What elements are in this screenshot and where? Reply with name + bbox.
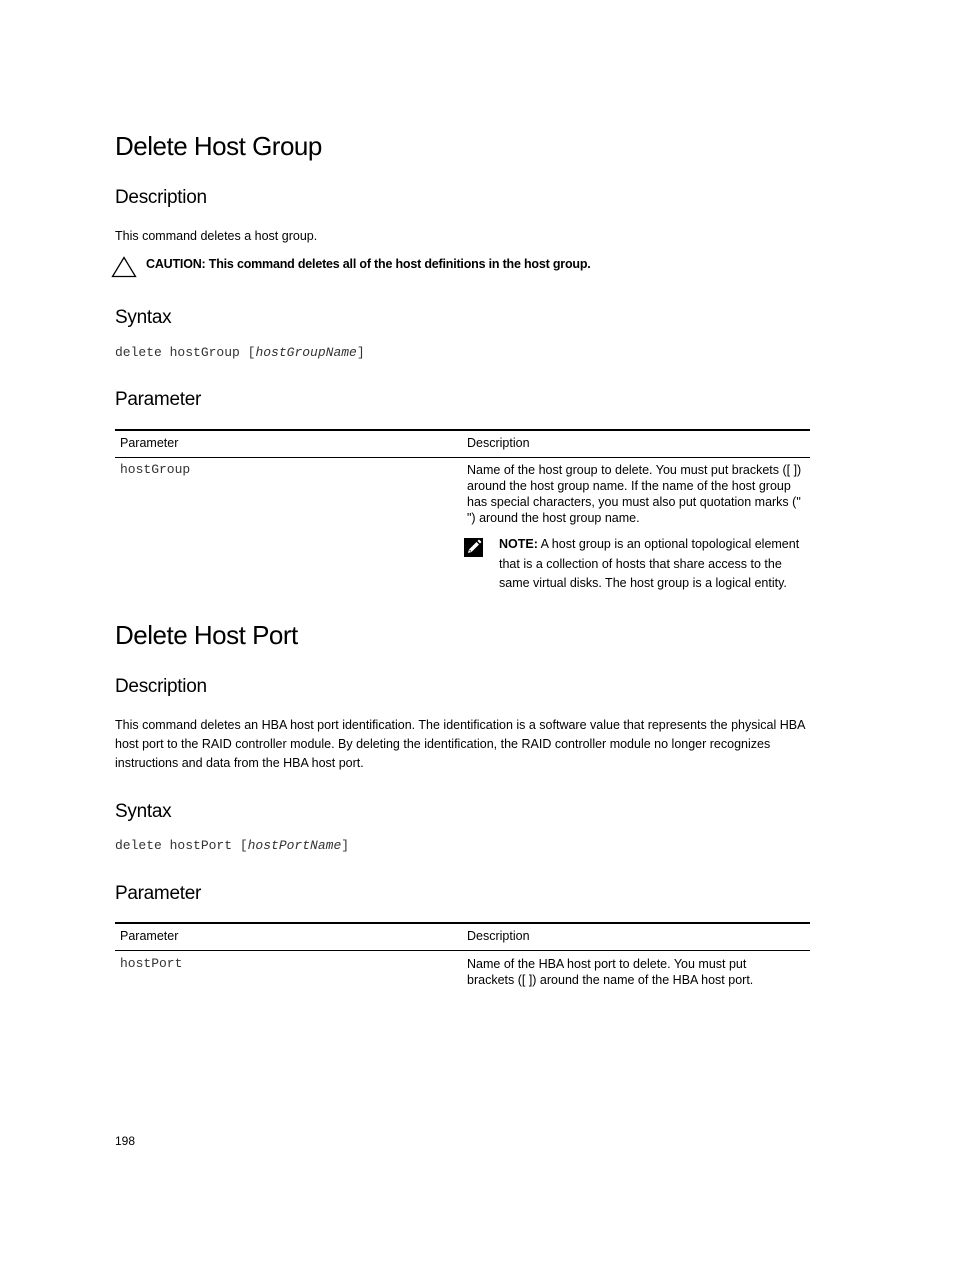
syntax-heading: Syntax	[115, 801, 172, 822]
syntax-prefix: delete hostPort [	[115, 838, 248, 853]
note-pencil-icon	[463, 537, 485, 559]
syntax-code	[115, 345, 365, 360]
table-cell-parameter: hostPort	[120, 956, 183, 971]
description-heading: Description	[115, 676, 207, 697]
page-number: 198	[115, 1134, 136, 1148]
section-title-delete-host-port: Delete Host Port	[115, 620, 298, 650]
parameter-table	[115, 429, 810, 599]
table-top-rule	[115, 429, 810, 431]
description-text: This command deletes an HBA host port identification. The identification is a software value that represents the physical HBA host port to the RAID controller module. By deleting the identification, the RAID controller module no longer recognizes instructions and data from the HBA host port.	[115, 718, 805, 770]
syntax-arg: hostGroupName	[255, 345, 357, 360]
table-top-rule	[115, 922, 810, 924]
parameter-heading: Parameter	[115, 883, 202, 904]
caution-triangle-icon	[111, 256, 137, 278]
note-body: A host group is an optional topological element that is a collection of hosts that share access to the same virtual disks. The host group is a logical entity.	[499, 537, 800, 590]
syntax-suffix: ]	[341, 838, 350, 853]
table-cell-description: Name of the HBA host port to delete. You must put brackets ([ ]) around the name of the HBA host port.	[467, 957, 754, 987]
section-title-delete-host-group: Delete Host Group	[115, 131, 322, 161]
syntax-arg: hostPortName	[247, 838, 342, 853]
table-header-parameter: Parameter	[120, 436, 179, 450]
syntax-prefix: delete hostGroup [	[115, 345, 256, 360]
table-cell-parameter: hostGroup	[120, 462, 191, 477]
parameter-table	[115, 922, 810, 992]
table-cell-description: Name of the host group to delete. You must put brackets ([ ]) around the host group name. If the name of the host group has special characters, you must also put quotation marks (" ") around the host group name.	[467, 463, 802, 525]
description-heading: Description	[115, 187, 207, 208]
note-label: NOTE:	[499, 537, 538, 551]
syntax-code	[115, 838, 349, 853]
syntax-heading: Syntax	[115, 307, 172, 328]
table-header-parameter: Parameter	[120, 929, 179, 943]
table-header-rule	[115, 457, 810, 458]
parameter-heading: Parameter	[115, 389, 202, 410]
table-header-description: Description	[467, 436, 530, 450]
note-text	[499, 535, 814, 594]
syntax-suffix: ]	[356, 345, 365, 360]
caution-text: CAUTION: This command deletes all of the host definitions in the host group.	[146, 257, 591, 271]
table-header-rule	[115, 950, 810, 951]
description-text: This command deletes a host group.	[115, 229, 318, 243]
table-header-description: Description	[467, 929, 530, 943]
